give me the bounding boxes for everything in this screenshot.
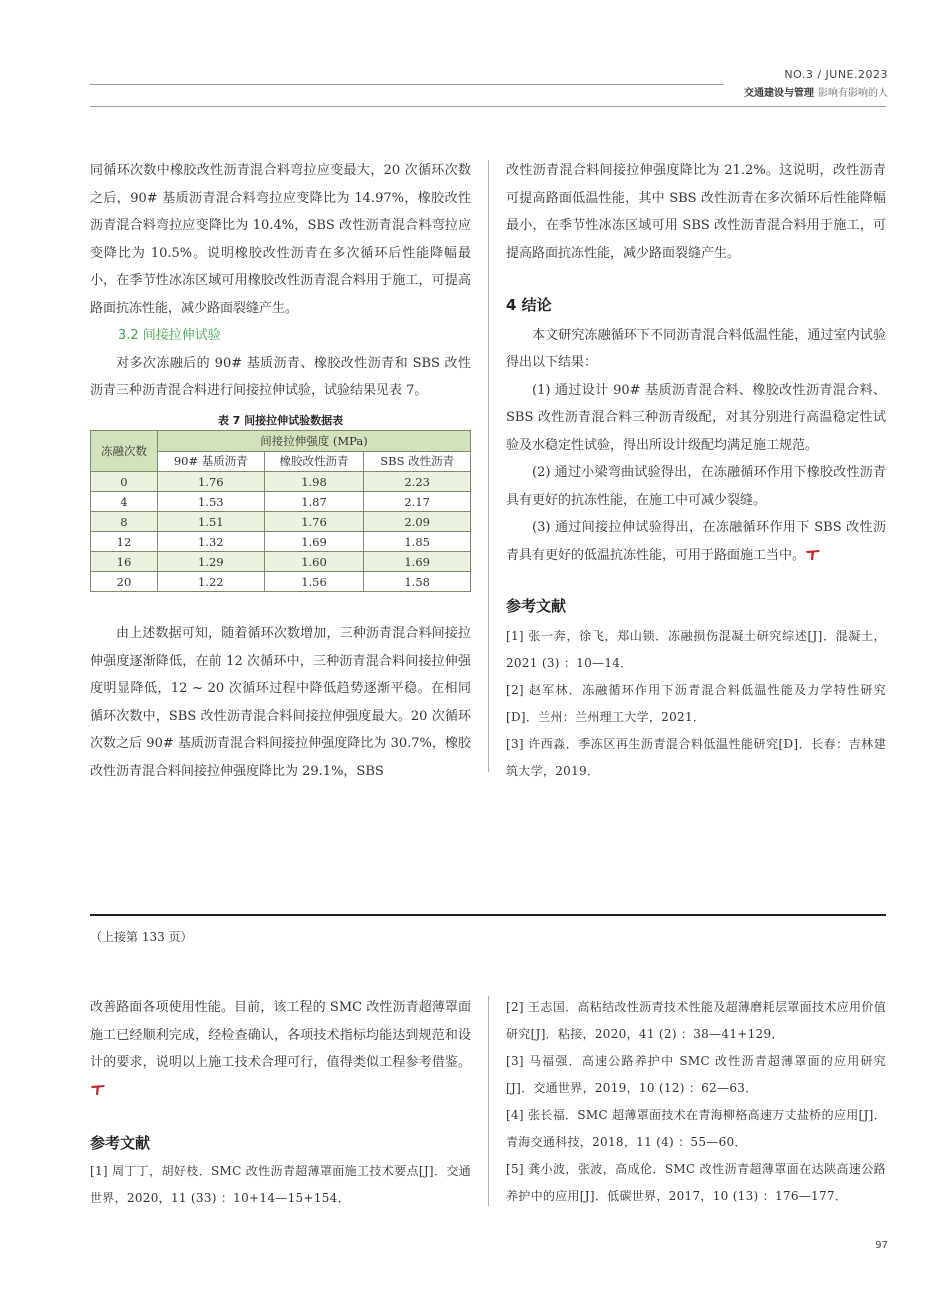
cell-cycles: 12: [91, 532, 158, 552]
reference-item: [1] 周丁丁，胡好枝．SMC 改性沥青超薄罩面施工技术要点[J]．交通世界，2020，11 (33) ：10+14—15+154．: [90, 1163, 471, 1205]
left-paragraph-3: 由上述数据可知，随着循环次数增加，三种沥青混合料间接拉伸强度逐渐降低，在前 12 次循环中，三种沥青混合料间接拉伸强度明显降低，12 ~ 20 次循环过程中降低趋势逐渐平稳。在相同循环次数中，SBS 改性沥青混合料间接拉伸强度最大。20 次循环次数之后 90# 基质沥青混合料间接拉伸强度降比为 30.7%，橡胶改性沥青混合料间接拉伸强度降比为 29.1%，SBS: [90, 626, 471, 779]
header-rule-bottom: [90, 106, 886, 107]
table-row: [91, 552, 471, 572]
th-freeze-cycles: 冻融次数: [91, 431, 158, 472]
cell-rubber: 1.56: [264, 572, 364, 592]
cell-cycles: 8: [91, 512, 158, 532]
cell-rubber: 1.87: [264, 492, 364, 512]
table-caption: 表 7 间接拉伸试验数据表: [217, 414, 344, 427]
cell-sbs: 2.09: [364, 512, 471, 532]
cell-sbs: 2.17: [364, 492, 471, 512]
cell-cycles: 16: [91, 552, 158, 572]
table-7: [90, 412, 471, 592]
bottom-left-text: 改善路面各项使用性能。目前，该工程的 SMC 改性沥青超薄罩面施工已经顺利完成，经检查确认，各项技术指标均能达到规范和设计的要求，说明以上施工技术合理可行，值得类似工程参考借鉴。: [90, 1000, 471, 1070]
right-paragraph-1: 改性沥青混合料间接拉伸强度降比为 21.2%。这说明，改性沥青可提高路面低温性能，其中 SBS 改性沥青在多次循环后性能降幅最小，在季节性冰冻区域可用 SBS 改性沥青混合料用于施工，可提高路面抗冻性能，减少路面裂缝产生。: [506, 163, 886, 261]
column-divider-lower: [488, 996, 489, 1206]
section-heading-3-2: 3.2 间接拉伸试验: [118, 328, 221, 343]
left-paragraph-2: 对多次冻融后的 90# 基质沥青、橡胶改性沥青和 SBS 改性沥青三种沥青混合料进行间接拉伸试验，试验结果见表 7。: [90, 355, 471, 398]
reference-item: [3] 许西淼．季冻区再生沥青混合料低温性能研究[D]．长春：吉林建筑大学，2019．: [506, 736, 886, 778]
th-base-asphalt: 90# 基质沥青: [157, 451, 264, 472]
journal-title: 交通建设与管理: [744, 88, 814, 99]
end-mark-icon: [805, 549, 821, 561]
left-paragraph-1: 同循环次数中橡胶改性沥青混合料弯拉应变最大，20 次循环次数之后，90# 基质沥青混合料弯拉应变降比为 14.97%，橡胶改性沥青混合料弯拉应变降比为 10.4%，SBS 改性沥青混合料弯拉应变降比为 10.5%。说明橡胶改性沥青在多次循环后性能降幅最小，在季节性冰冻区域可用橡胶改性沥青混合料用于施工，可提高路面抗冻性能，减少路面裂缝产生。: [90, 163, 471, 316]
conclusion-3-text: (3) 通过间接拉伸试验得出，在冻融循环作用下 SBS 改性沥青具有更好的低温抗冻性能，可用于路面施工当中。: [506, 520, 886, 563]
table-row: [91, 572, 471, 592]
reference-item: [5] 龚小波，张波，高成伦．SMC 改性沥青超薄罩面在达陕高速公路养护中的应用[J]．低碳世界，2017，10 (13) ：176—177．: [506, 1162, 886, 1203]
cell-sbs: 1.85: [364, 532, 471, 552]
conclusion-2: (2) 通过小梁弯曲试验得出，在冻融循环作用下橡胶改性沥青具有更好的抗冻性能，在施工中可减少裂缝。: [506, 465, 886, 508]
cell-sbs: 1.58: [364, 572, 471, 592]
table-row: [91, 532, 471, 552]
cell-rubber: 1.60: [264, 552, 364, 572]
reference-item: [4] 张长福．SMC 超薄罩面技术在青海柳格高速万丈盐桥的应用[J]．青海交通科技，2018，11 (4) ：55—60．: [506, 1108, 886, 1149]
continuation-note: （上接第 133 页）: [90, 930, 193, 944]
reference-item: [3] 马福强．高速公路养护中 SMC 改性沥青超薄罩面的应用研究[J]．交通世界，2019，10 (12) ：62—63．: [506, 1054, 886, 1095]
right-column: [506, 157, 886, 785]
cell-rubber: 1.98: [264, 472, 364, 492]
references-heading: 参考文献: [506, 597, 567, 615]
cell-base: 1.32: [157, 532, 264, 552]
section-heading-4: 4 结论: [506, 296, 552, 314]
running-header: [744, 68, 888, 99]
reference-item: [2] 赵军林．冻融循环作用下沥青混合料低温性能及力学特性研究[D]．兰州：兰州理工大学，2021．: [506, 682, 886, 724]
right-paragraph-2: 本文研究冻融循环下不同沥青混合料低温性能，通过室内试验得出以下结果：: [506, 327, 886, 370]
bottom-left-column: [90, 994, 471, 1212]
cell-base: 1.51: [157, 512, 264, 532]
journal-name: [744, 84, 888, 99]
cell-cycles: 4: [91, 492, 158, 512]
cell-sbs: 2.23: [364, 472, 471, 492]
cell-cycles: 0: [91, 472, 158, 492]
reference-item: [1] 张一奔，徐飞，郑山锁．冻融损伤混凝土研究综述[J]．混凝土，2021 (3) ：10—14．: [506, 628, 886, 670]
table-row: [91, 492, 471, 512]
table-row: [91, 512, 471, 532]
reference-item: [2] 王志国．高粘结改性沥青技术性能及超薄磨耗层罩面技术应用价值研究[J]．粘接，2020，41 (2) ：38—41+129．: [506, 1000, 886, 1041]
article-separator: [90, 914, 886, 916]
issue-label: NO.3 / JUNE.2023: [784, 68, 888, 81]
cell-rubber: 1.69: [264, 532, 364, 552]
th-rubber-asphalt: 橡胶改性沥青: [264, 451, 364, 472]
left-column-lower: [90, 620, 471, 785]
cell-rubber: 1.76: [264, 512, 364, 532]
conclusion-1: (1) 通过设计 90# 基质沥青混合料、橡胶改性沥青混合料、SBS 改性沥青混合料三种沥青级配，对其分别进行高温稳定性试验及水稳定性试验，得出所设计级配均满足施工规范。: [506, 382, 886, 453]
cell-base: 1.53: [157, 492, 264, 512]
cell-sbs: 1.69: [364, 552, 471, 572]
header-rule-left: [90, 84, 724, 85]
th-sbs-asphalt: SBS 改性沥青: [364, 451, 471, 472]
th-group-strength: 间接拉伸强度 (MPa): [157, 431, 470, 452]
page-number: 97: [875, 1240, 888, 1251]
cell-base: 1.29: [157, 552, 264, 572]
references-heading: 参考文献: [90, 1134, 151, 1152]
cell-base: 1.22: [157, 572, 264, 592]
column-divider-upper: [488, 160, 489, 772]
cell-base: 1.76: [157, 472, 264, 492]
left-column: [90, 157, 471, 405]
end-mark-icon: [90, 1084, 106, 1096]
bottom-right-column: [506, 994, 886, 1210]
conclusion-3: [506, 514, 886, 569]
cell-cycles: 20: [91, 572, 158, 592]
bottom-left-paragraph: [90, 994, 471, 1104]
journal-slogan: 影响有影响的人: [818, 88, 888, 99]
table-row: [91, 472, 471, 492]
indirect-tensile-table: [90, 430, 471, 592]
